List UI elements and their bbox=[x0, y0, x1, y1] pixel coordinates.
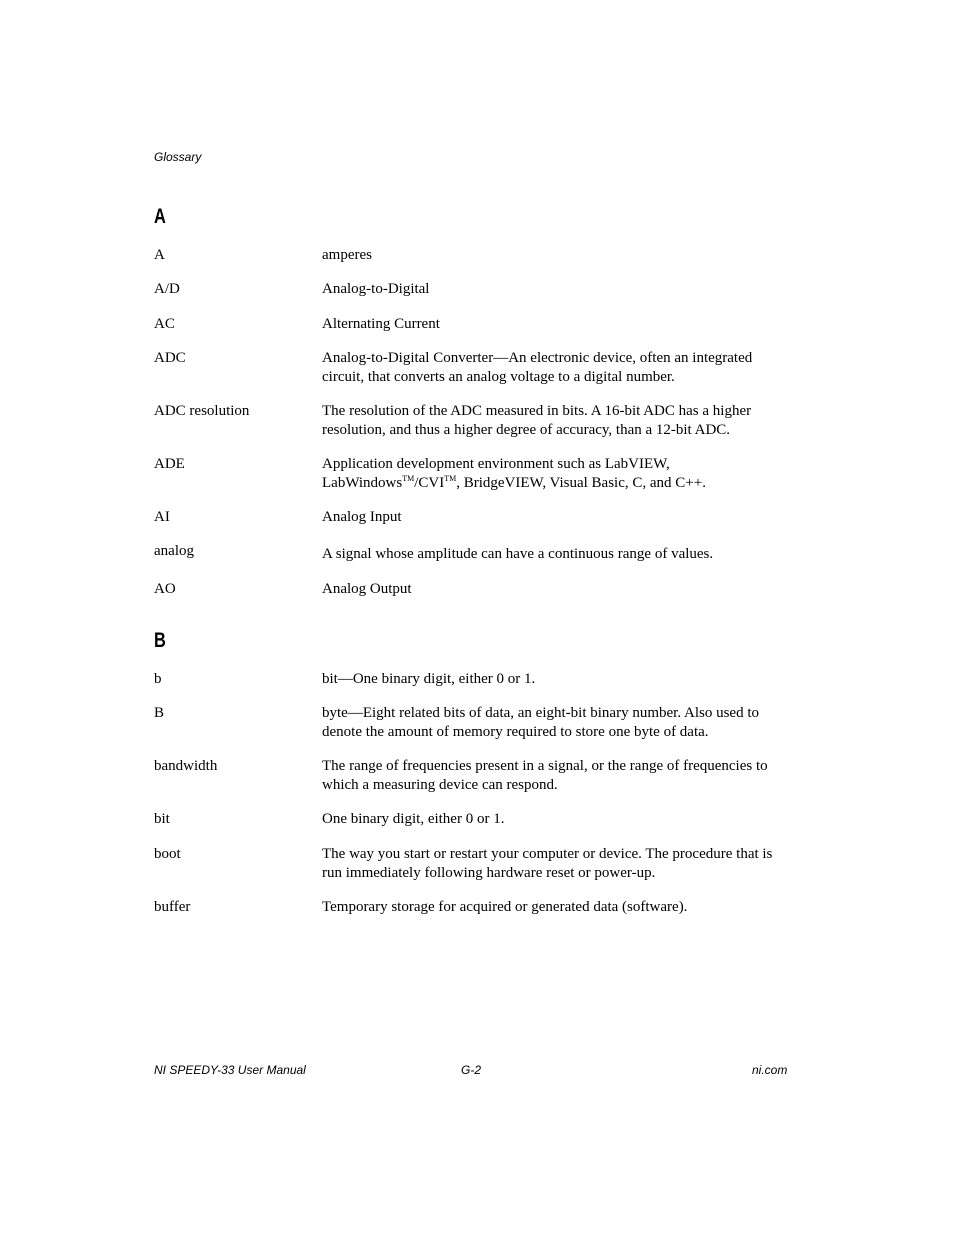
glossary-term: boot bbox=[154, 846, 181, 862]
glossary-definition: The way you start or restart your computer or device. The procedure that is run immediately following hardware reset or power-up. bbox=[322, 846, 773, 881]
glossary-definition: Analog-to-Digital Converter—An electronic device, often an integrated circuit, that converts an analog voltage to a digital number. bbox=[322, 350, 753, 385]
glossary-definition: Application development environment such as LabVIEW, LabWindows™/CVI™, BridgeVIEW, Visual Basic, C, and C++. bbox=[322, 456, 706, 491]
glossary-definition: The resolution of the ADC measured in bits. A 16-bit ADC has a higher resolution, and thus a higher degree of accuracy, than a 12-bit ADC. bbox=[322, 403, 752, 438]
glossary-definition: Temporary storage for acquired or generated data (software). bbox=[322, 899, 688, 915]
glossary-definition: bit—One binary digit, either 0 or 1. bbox=[322, 671, 536, 687]
glossary-term: ADC bbox=[154, 350, 186, 366]
glossary-term: ADC resolution bbox=[154, 403, 250, 419]
glossary-definition: One binary digit, either 0 or 1. bbox=[322, 811, 505, 827]
footer-page-number: G-2 bbox=[461, 1063, 482, 1077]
glossary-term: AO bbox=[154, 581, 176, 597]
section-heading-a: A bbox=[154, 205, 166, 228]
trademark-mark: TM bbox=[444, 474, 457, 483]
glossary-term: AC bbox=[154, 316, 175, 332]
glossary-definition: A signal whose amplitude can have a continuous range of values. bbox=[322, 546, 714, 562]
glossary-definition: byte—Eight related bits of data, an eight-bit binary number. Also used to denote the amount of memory required to store one byte of data. bbox=[322, 705, 759, 740]
glossary-term: buffer bbox=[154, 899, 191, 915]
glossary-term: AI bbox=[154, 509, 170, 525]
glossary-definition: amperes bbox=[322, 247, 372, 263]
glossary-term: b bbox=[154, 671, 162, 687]
glossary-term: bit bbox=[154, 811, 170, 827]
glossary-term: A/D bbox=[154, 281, 180, 297]
glossary-term: B bbox=[154, 705, 165, 721]
glossary-definition: Analog Output bbox=[322, 581, 412, 597]
running-header: Glossary bbox=[154, 150, 202, 164]
glossary-definition: Alternating Current bbox=[322, 316, 440, 332]
glossary-term: ADE bbox=[154, 456, 185, 472]
glossary-term: A bbox=[154, 247, 165, 263]
section-heading-b: B bbox=[154, 629, 166, 652]
glossary-term: analog bbox=[154, 543, 194, 559]
glossary-term: bandwidth bbox=[154, 758, 218, 774]
glossary-definition: Analog-to-Digital bbox=[322, 281, 430, 297]
glossary-definition: The range of frequencies present in a signal, or the range of frequencies to which a measuring device can respond. bbox=[322, 758, 768, 793]
trademark-mark: TM bbox=[402, 474, 415, 483]
footer-manual-title: NI SPEEDY-33 User Manual bbox=[154, 1063, 306, 1077]
glossary-definition: Analog Input bbox=[322, 509, 402, 525]
footer-website: ni.com bbox=[752, 1063, 788, 1077]
